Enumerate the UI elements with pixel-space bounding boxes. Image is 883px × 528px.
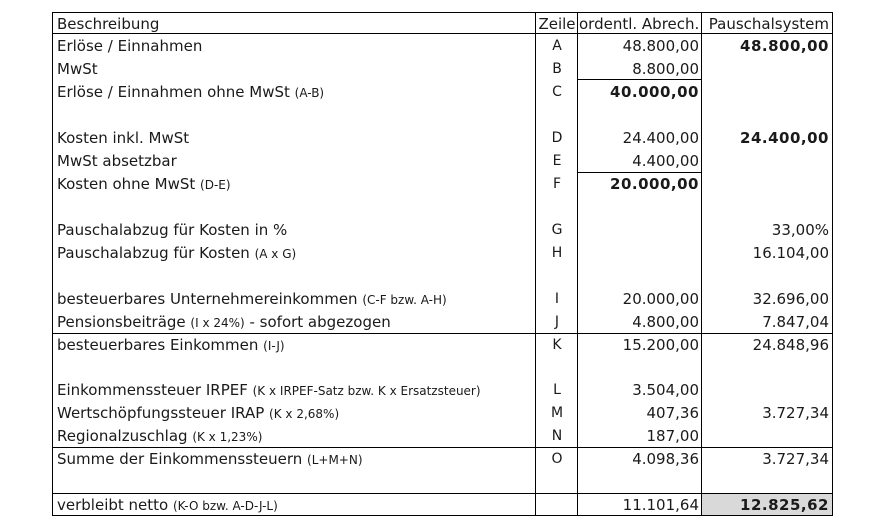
row-j-ordentlich: 4.800,00	[632, 313, 699, 331]
row-a-pauschal: 48.800,00	[740, 37, 829, 55]
row-j-zeile: J	[554, 314, 560, 330]
row-d-ordentlich: 24.400,00	[622, 129, 699, 147]
row-j-label: Pensionsbeiträge (I x 24%) - sofort abgezogen	[57, 313, 391, 331]
divider-pauschal	[701, 13, 702, 515]
row-m-pauschal: 3.727,34	[762, 404, 829, 422]
row-m-ordentlich: 407,36	[646, 404, 699, 422]
row-l-ordentlich: 3.504,00	[632, 381, 699, 399]
row-h-zeile: H	[551, 245, 563, 261]
row-l-zeile: L	[553, 382, 561, 398]
row-o-ordentlich: 4.098,36	[632, 450, 699, 468]
row-m-label: Wertschöpfungssteuer IRAP (K x 2,68%)	[57, 404, 340, 422]
row-b-ordentlich: 8.800,00	[632, 60, 699, 78]
row-c-ordentlich: 40.000,00	[610, 83, 699, 101]
row-k-ordentlich: 15.200,00	[622, 336, 699, 354]
row-g-zeile: G	[551, 222, 563, 238]
row-d-label: Kosten inkl. MwSt	[57, 129, 190, 147]
row-m-zeile: M	[550, 405, 564, 421]
row-c-label: Erlöse / Einnahmen ohne MwSt (A-B)	[57, 83, 325, 101]
header-beschreibung: Beschreibung	[57, 15, 160, 33]
row-i-ordentlich: 20.000,00	[622, 290, 699, 308]
row-g-label: Pauschalabzug für Kosten in %	[57, 221, 288, 239]
row-n-ordentlich: 187,00	[646, 427, 699, 445]
row-net-pauschal: 12.825,62	[740, 496, 829, 514]
row-e-ordentlich: 4.400,00	[632, 152, 699, 170]
row-f-label: Kosten ohne MwSt (D-E)	[57, 175, 231, 193]
row-b-zeile: B	[552, 61, 562, 77]
row-o-pauschal: 3.727,34	[762, 450, 829, 468]
row-n-zeile: N	[551, 428, 563, 444]
row-e-zeile: E	[552, 153, 562, 169]
row-e-label: MwSt absetzbar	[57, 152, 177, 170]
divider-ordentlich	[577, 13, 578, 515]
row-o-label: Summe der Einkommenssteuern (L+M+N)	[57, 450, 363, 468]
row-net-label: verbleibt netto (K-O bzw. A-D-J-L)	[57, 496, 278, 514]
row-c-zeile: C	[552, 84, 562, 100]
calculation-table	[52, 12, 833, 516]
row-n-label: Regionalzuschlag (K x 1,23%)	[57, 427, 263, 445]
row-a-label: Erlöse / Einnahmen	[57, 37, 203, 55]
row-d-zeile: D	[551, 130, 563, 146]
row-k-pauschal: 24.848,96	[752, 336, 829, 354]
row-h-label: Pauschalabzug für Kosten (A x G)	[57, 244, 297, 262]
row-i-pauschal: 32.696,00	[752, 290, 829, 308]
row-g-pauschal: 33,00%	[771, 221, 829, 239]
row-k-zeile: K	[552, 337, 562, 353]
header-ordentlich: ordentl. Abrech.	[579, 15, 700, 33]
header-pauschal: Pauschalsystem	[708, 15, 829, 33]
row-i-zeile: I	[554, 291, 560, 307]
row-i-label: besteuerbares Unternehmereinkommen (C-F bzw. A-H)	[57, 290, 447, 308]
row-o-zeile: O	[551, 451, 563, 467]
row-b-label: MwSt	[57, 60, 98, 78]
row-a-zeile: A	[552, 38, 562, 54]
row-h-pauschal: 16.104,00	[752, 244, 829, 262]
row-j-pauschal: 7.847,04	[762, 313, 829, 331]
row-f-ordentlich: 20.000,00	[610, 175, 699, 193]
header-zeile: Zeile	[538, 15, 576, 33]
row-net-ordentlich: 11.101,64	[622, 496, 699, 514]
divider-zeile	[535, 13, 536, 515]
row-a-ordentlich: 48.800,00	[622, 37, 699, 55]
row-l-label: Einkommenssteuer IRPEF (K x IRPEF-Satz bzw. K x Ersatzsteuer)	[57, 381, 481, 399]
row-d-pauschal: 24.400,00	[740, 129, 829, 147]
row-k-label: besteuerbares Einkommen (I-J)	[57, 336, 285, 354]
row-f-zeile: F	[552, 176, 562, 192]
